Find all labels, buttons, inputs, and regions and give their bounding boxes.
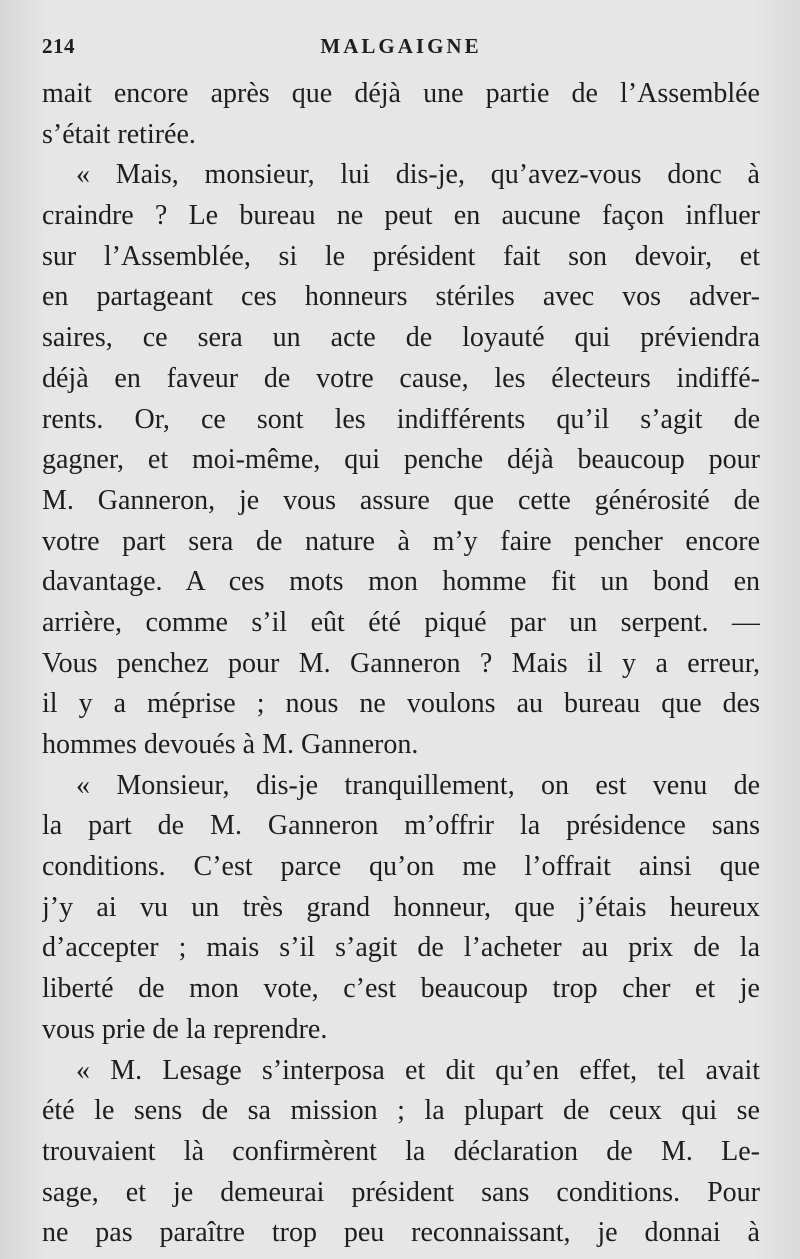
text-line: été le sens de sa mission ; la plupart de ceux qui se (42, 1095, 760, 1127)
text-line: « Mais, monsieur, lui dis-je, qu’avez-vous donc à (76, 159, 760, 191)
text-line: mait encore après que déjà une partie de l’Assemblée (42, 78, 760, 109)
text-line: arrière, comme s’il eût été piqué par un serpent. — (42, 606, 760, 638)
text-line: sur l’Assemblée, si le président fait son devoir, et (42, 240, 760, 272)
text-line: d’accepter ; mais s’il s’agit de l’acheter au prix de la (42, 932, 760, 964)
text-line: liberté de mon vote, c’est beaucoup trop cher et je (42, 973, 760, 1005)
text-line: vous prie de la reprendre. (42, 1013, 328, 1045)
page-header (42, 34, 760, 64)
text-line: sage, et je demeurai président sans conditions. Pour (42, 1176, 760, 1208)
text-line: craindre ? Le bureau ne peut en aucune façon influer (42, 200, 760, 232)
text-line: la part de M. Ganneron m’offrir la présidence sans (42, 810, 760, 842)
text-line: votre part sera de nature à m’y faire pencher encore (42, 525, 760, 557)
text-line: « Monsieur, dis-je tranquillement, on est venu de (76, 769, 760, 801)
body-text (42, 74, 760, 1254)
text-line: il y a méprise ; nous ne voulons au bureau que des (42, 688, 760, 720)
text-line: Vous penchez pour M. Ganneron ? Mais il y a erreur, (42, 647, 760, 679)
text-line: M. Ganneron, je vous assure que cette générosité de (42, 484, 760, 516)
running-title: MALGAIGNE (320, 34, 482, 58)
text-line: en partageant ces honneurs stériles avec vos adver- (42, 281, 760, 313)
text-line: conditions. C’est parce qu’on me l’offrait ainsi que (42, 851, 760, 883)
text-line: saires, ce sera un acte de loyauté qui préviendra (42, 322, 760, 354)
text-line: davantage. A ces mots mon homme fit un bond en (42, 566, 760, 598)
text-line: j’y ai vu un très grand honneur, que j’étais heureux (42, 891, 760, 923)
text-line: déjà en faveur de votre cause, les électeurs indiffé- (42, 362, 760, 394)
text-line: rents. Or, ce sont les indifférents qu’il s’agit de (42, 403, 760, 435)
text-line: ne pas paraître trop peu reconnaissant, je donnai à (42, 1217, 760, 1249)
text-line: gagner, et moi-même, qui penche déjà beaucoup pour (42, 444, 760, 476)
text-line: trouvaient là confirmèrent la déclaration de M. Le- (42, 1135, 760, 1167)
page-number: 214 (42, 34, 75, 58)
text-line: s’était retirée. (42, 118, 196, 150)
text-line: « M. Lesage s’interposa et dit qu’en effet, tel avait (76, 1054, 760, 1086)
text-line: hommes devoués à M. Ganneron. (42, 729, 419, 760)
